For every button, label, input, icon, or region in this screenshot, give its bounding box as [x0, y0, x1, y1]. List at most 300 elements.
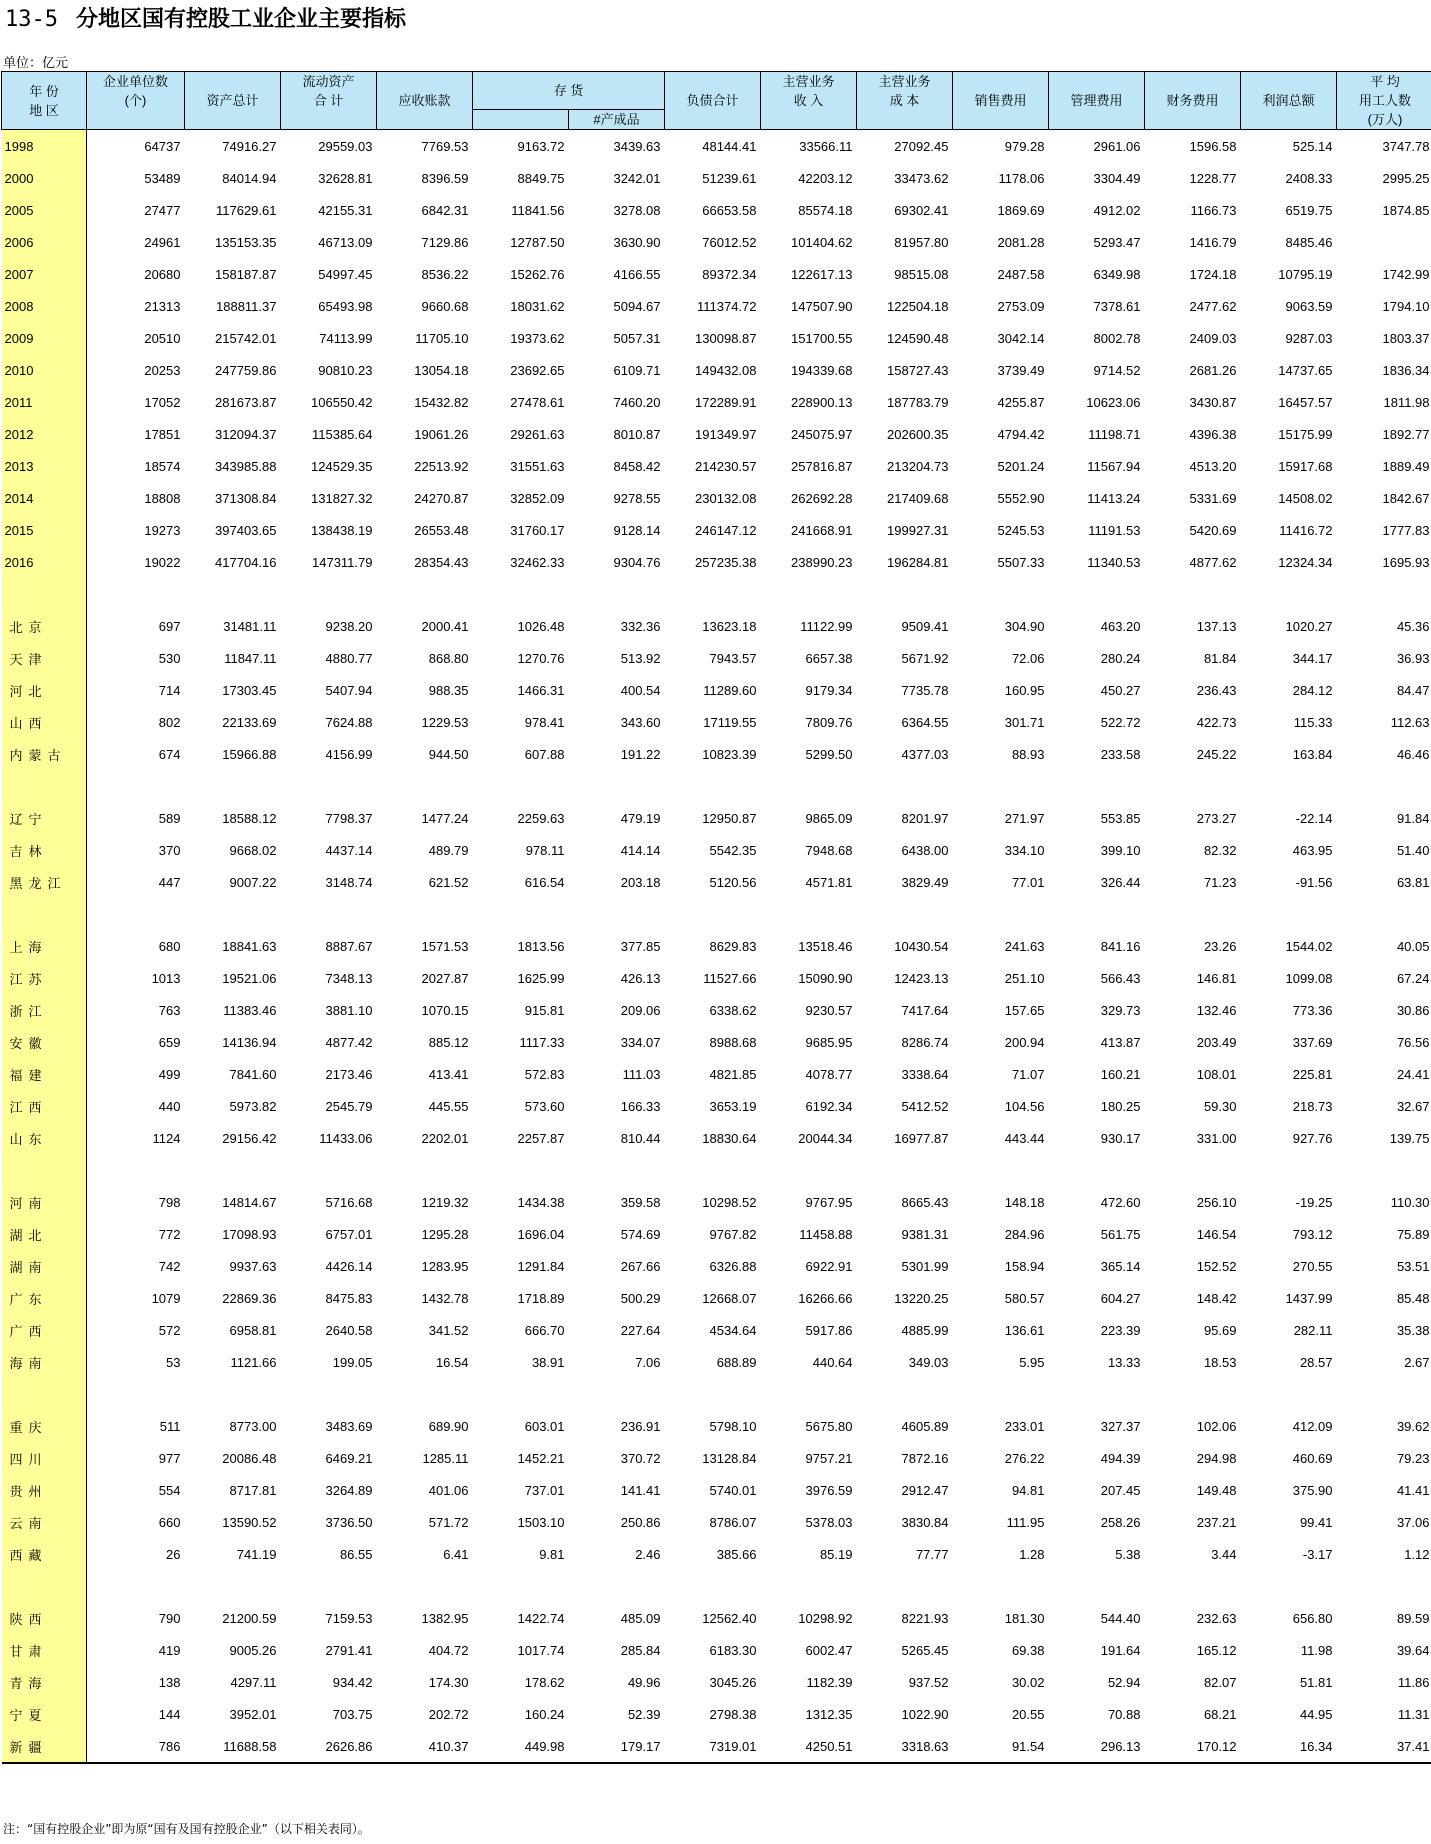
cell-receivables: 7769.53	[421, 138, 469, 154]
cell-enterprises: 680	[158, 938, 181, 954]
year-row	[2, 482, 1431, 514]
cell-current-assets: 7159.53	[325, 1610, 373, 1626]
cell-finished-goods: 7.06	[635, 1354, 661, 1370]
cell-inventory: 1270.76	[517, 650, 565, 666]
region-label: 湖北	[2, 1218, 87, 1250]
cell-selling-expenses: 5552.90	[997, 490, 1045, 506]
cell-inventory: 11841.56	[511, 202, 565, 218]
cell-finished-goods: 191.22	[620, 746, 661, 762]
region-label: 山东	[2, 1122, 87, 1154]
cell-admin-expenses: 930.17	[1100, 1130, 1141, 1146]
cell-total-profit: 99.41	[1299, 1514, 1333, 1530]
cell-enterprises: 802	[158, 714, 181, 730]
cell-finished-goods: 166.33	[620, 1098, 661, 1114]
cell-total-assets: 22133.69	[222, 714, 277, 730]
cell-admin-expenses: 191.64	[1100, 1642, 1141, 1658]
cell-finished-goods: 426.13	[620, 970, 661, 986]
region-label: 黑龙江	[2, 866, 87, 898]
cell-current-assets: 7348.13	[325, 970, 373, 986]
cell-current-assets: 4877.42	[325, 1034, 373, 1050]
cell-finance-expenses: 146.81	[1196, 970, 1237, 986]
cell-finished-goods: 209.06	[620, 1002, 661, 1018]
cell-total-assets: 158187.87	[215, 266, 277, 282]
cell-employees: 63.81	[1396, 874, 1430, 890]
spacer-cell	[87, 1154, 1431, 1186]
cell-total-profit: 525.14	[1292, 138, 1333, 154]
cell-total-assets: 371308.84	[215, 490, 277, 506]
cell-total-assets: 11383.46	[223, 1002, 277, 1018]
cell-selling-expenses: 2081.28	[997, 234, 1045, 250]
cell-liabilities: 7319.01	[665, 1730, 761, 1763]
cell-finance-expenses: 331.00	[1196, 1130, 1237, 1146]
cell-total-profit: 344.17	[1292, 650, 1333, 666]
cell-admin-expenses: 553.85	[1100, 810, 1141, 826]
header-employees-line3: (万人)	[1367, 112, 1403, 127]
spacer-row	[2, 578, 1431, 610]
cell-receivables: 885.12	[428, 1034, 469, 1050]
cell-liabilities: 66653.58	[702, 202, 757, 218]
header-year-label: 年 份	[29, 83, 59, 99]
cell-enterprises: 511	[159, 1418, 181, 1434]
cell-current-assets: 138438.19	[311, 522, 373, 538]
cell-total-profit: 793.12	[1292, 1226, 1333, 1242]
cell-total-profit: 15917.68	[1278, 458, 1333, 474]
cell-liabilities: 230132.08	[695, 490, 757, 506]
cell-revenue: 257816.87	[791, 458, 853, 474]
cell-finance-expenses: 132.46	[1196, 1002, 1237, 1018]
region-label: 天津	[2, 642, 87, 674]
cell-finance-expenses: 149.48	[1196, 1482, 1237, 1498]
cell-finished-goods: 6109.71	[613, 362, 661, 378]
cell-admin-expenses: 160.21	[1100, 1066, 1141, 1082]
cell-receivables: 404.72	[428, 1642, 469, 1658]
cell-receivables: 8536.22	[421, 266, 469, 282]
cell-admin-expenses: 4912.02	[1093, 202, 1141, 218]
cell-employees: 51.40	[1396, 842, 1430, 858]
region-row	[2, 1026, 1431, 1058]
region-row	[2, 834, 1431, 866]
cell-receivables: 988.35	[428, 682, 469, 698]
cell-total-assets: 5973.82	[229, 1098, 277, 1114]
cell-liabilities: 12668.07	[702, 1290, 757, 1306]
cell-selling-expenses: 3042.14	[997, 330, 1045, 346]
cell-finished-goods: 8010.87	[613, 426, 661, 442]
cell-total-profit: 11416.72	[1279, 522, 1333, 538]
cell-revenue: 228900.13	[791, 394, 853, 410]
cell-liabilities: 13623.18	[702, 618, 757, 634]
cell-enterprises: 53489	[144, 170, 181, 186]
cell-inventory: 19373.62	[510, 330, 565, 346]
cell-enterprises: 17052	[144, 394, 181, 410]
region-label: 新疆	[2, 1730, 87, 1763]
cell-finance-expenses: 2409.03	[1189, 330, 1237, 346]
spacer-row	[2, 1378, 1431, 1410]
cell-total-assets: 29156.42	[222, 1130, 277, 1146]
cell-current-assets: 2173.46	[325, 1066, 373, 1082]
cell-total-assets: 18841.63	[222, 938, 277, 954]
cell-employees: 85.48	[1396, 1290, 1430, 1306]
cell-admin-expenses: 5.38	[1115, 1546, 1141, 1562]
spacer-row	[2, 1154, 1431, 1186]
region-row	[2, 1090, 1431, 1122]
cell-inventory: 607.88	[524, 746, 565, 762]
cell-cost: 202600.35	[887, 426, 949, 442]
cell-total-profit: 12324.34	[1278, 554, 1333, 570]
cell-current-assets: 3483.69	[325, 1418, 373, 1434]
cell-finished-goods: 485.09	[620, 1610, 661, 1626]
cell-revenue: 7809.76	[805, 714, 853, 730]
cell-cost: 3318.63	[857, 1730, 953, 1763]
cell-finished-goods: 3278.08	[613, 202, 661, 218]
cell-receivables: 6842.31	[421, 202, 469, 218]
region-label: 广西	[2, 1314, 87, 1346]
region-row	[2, 1410, 1431, 1442]
cell-total-assets: 4297.11	[230, 1674, 277, 1690]
cell-current-assets: 7798.37	[325, 810, 373, 826]
cell-finished-goods: 479.19	[620, 810, 661, 826]
cell-cost: 12423.13	[894, 970, 949, 986]
cell-revenue: 33566.11	[799, 138, 853, 154]
cell-enterprises: 370	[158, 842, 181, 858]
cell-revenue: 262692.28	[791, 490, 853, 506]
cell-liabilities: 11527.66	[703, 970, 757, 986]
cell-current-assets: 6757.01	[325, 1226, 373, 1242]
cell-receivables: 341.52	[428, 1322, 469, 1338]
cell-liabilities: 688.89	[716, 1354, 757, 1370]
cell-cost: 124590.48	[887, 330, 949, 346]
cell-total-profit: 1020.27	[1285, 618, 1333, 634]
cell-cost: 217409.68	[887, 490, 949, 506]
header-cost-line1: 主营业务	[878, 74, 931, 89]
cell-cost: 27092.45	[894, 138, 949, 154]
cell-current-assets: 115385.64	[312, 426, 373, 442]
cell-revenue: 85574.18	[798, 202, 853, 218]
region-row	[2, 610, 1431, 642]
cell-cost: 7735.78	[901, 682, 949, 698]
cell-finished-goods: 285.84	[620, 1642, 661, 1658]
cell-current-assets: 5407.94	[325, 682, 373, 698]
cell-revenue: 9685.95	[805, 1034, 853, 1050]
cell-cost: 8201.97	[901, 810, 949, 826]
cell-cost: 196284.81	[887, 554, 949, 570]
cell-revenue: 9179.34	[805, 682, 853, 698]
cell-total-assets: 14136.94	[222, 1034, 277, 1050]
cell-admin-expenses: 280.24	[1100, 650, 1141, 666]
table-body	[2, 130, 1431, 1764]
cell-enterprises: 18808	[144, 490, 181, 506]
cell-inventory: 1291.84	[517, 1258, 565, 1274]
cell-revenue: 440.64	[812, 1354, 853, 1370]
cell-liabilities: 257235.38	[695, 554, 757, 570]
cell-finance-expenses: 18.53	[1203, 1354, 1237, 1370]
cell-revenue: 6657.38	[805, 650, 853, 666]
cell-inventory: 9.81	[539, 1546, 565, 1562]
header-admin-expenses: 管理费用	[1049, 72, 1145, 130]
cell-total-assets: 18588.12	[222, 810, 277, 826]
region-row	[2, 738, 1431, 770]
region-label: 山西	[2, 706, 87, 738]
spacer-label	[2, 1154, 87, 1186]
cell-finished-goods: 179.17	[569, 1730, 665, 1763]
cell-cost: 1022.90	[901, 1706, 949, 1722]
cell-total-profit: 656.80	[1292, 1610, 1333, 1626]
cell-finance-expenses: 148.42	[1196, 1290, 1237, 1306]
cell-total-assets: 11688.58	[185, 1730, 281, 1763]
region-row	[2, 930, 1431, 962]
cell-inventory: 572.83	[524, 1066, 565, 1082]
region-row	[2, 1346, 1431, 1378]
cell-inventory: 449.98	[473, 1730, 569, 1763]
cell-inventory: 1422.74	[517, 1610, 565, 1626]
cell-employees: 1803.37	[1382, 330, 1430, 346]
cell-selling-expenses: 77.01	[1011, 874, 1045, 890]
cell-total-profit: 218.73	[1292, 1098, 1333, 1114]
region-label: 海南	[2, 1346, 87, 1378]
cell-receivables: 11705.10	[415, 330, 469, 346]
cell-admin-expenses: 207.45	[1100, 1482, 1141, 1498]
cell-employees: 1794.10	[1382, 298, 1430, 314]
cell-inventory: 27478.61	[510, 394, 565, 410]
cell-finished-goods: 500.29	[620, 1290, 661, 1306]
cell-employees: 1811.98	[1383, 394, 1430, 410]
cell-admin-expenses: 70.88	[1107, 1706, 1141, 1722]
cell-cost: 122504.18	[887, 298, 949, 314]
cell-liabilities: 8988.68	[709, 1034, 757, 1050]
cell-total-profit: 9287.03	[1285, 330, 1333, 346]
cell-revenue: 4250.51	[761, 1730, 857, 1763]
spacer-label	[2, 1570, 87, 1602]
cell-total-profit: -19.25	[1295, 1194, 1333, 1210]
region-row	[2, 706, 1431, 738]
region-row	[2, 1250, 1431, 1282]
year-label: 2008	[2, 290, 87, 322]
cell-total-profit: 270.55	[1292, 1258, 1333, 1274]
cell-current-assets: 934.42	[332, 1674, 373, 1690]
cell-revenue: 101404.62	[791, 234, 853, 250]
region-label: 四川	[2, 1442, 87, 1474]
cell-admin-expenses: 329.73	[1100, 1002, 1141, 1018]
header-current-assets-line2: 合 计	[313, 93, 344, 108]
cell-selling-expenses: 2487.58	[997, 266, 1045, 282]
cell-inventory: 1625.99	[517, 970, 565, 986]
region-row	[2, 962, 1431, 994]
cell-liabilities: 130098.87	[695, 330, 757, 346]
cell-inventory: 737.01	[524, 1482, 565, 1498]
cell-total-profit: 15175.99	[1278, 426, 1333, 442]
cell-total-profit: 927.76	[1292, 1130, 1333, 1146]
cell-employees: 1836.34	[1382, 362, 1430, 378]
cell-inventory: 1017.74	[517, 1642, 565, 1658]
cell-total-assets: 19521.06	[222, 970, 277, 986]
cell-current-assets: 8887.67	[325, 938, 373, 954]
cell-finance-expenses: 68.21	[1203, 1706, 1237, 1722]
cell-total-assets: 343985.88	[215, 458, 277, 474]
cell-total-profit: -22.14	[1295, 810, 1333, 826]
cell-revenue: 6922.91	[805, 1258, 853, 1274]
header-employees	[1337, 72, 1431, 130]
cell-finance-expenses: 294.98	[1196, 1450, 1237, 1466]
cell-receivables: 2027.87	[421, 970, 469, 986]
region-label: 安徽	[2, 1026, 87, 1058]
cell-current-assets: 3881.10	[325, 1002, 373, 1018]
cell-finance-expenses: 95.69	[1203, 1322, 1237, 1338]
cell-revenue: 10298.92	[798, 1610, 853, 1626]
region-label: 上海	[2, 930, 87, 962]
cell-admin-expenses: 11198.71	[1088, 426, 1141, 442]
cell-enterprises: 17851	[144, 426, 181, 442]
cell-inventory: 32462.33	[510, 554, 565, 570]
cell-selling-expenses: 1869.69	[997, 202, 1045, 218]
cell-enterprises: 977	[158, 1450, 181, 1466]
cell-total-profit: 163.84	[1292, 746, 1333, 762]
cell-cost: 187783.79	[887, 394, 949, 410]
spacer-cell	[87, 578, 1431, 610]
cell-finance-expenses: 108.01	[1196, 1066, 1237, 1082]
cell-liabilities: 89372.34	[702, 266, 757, 282]
cell-revenue: 9230.57	[805, 1002, 853, 1018]
cell-cost: 2912.47	[901, 1482, 949, 1498]
cell-receivables: 8396.59	[421, 170, 469, 186]
region-label: 云南	[2, 1506, 87, 1538]
header-finance-expenses: 财务费用	[1145, 72, 1241, 130]
region-row	[2, 1186, 1431, 1218]
cell-total-profit: 14737.65	[1278, 362, 1333, 378]
cell-receivables: 1070.15	[421, 1002, 469, 1018]
cell-liabilities: 385.66	[716, 1546, 757, 1562]
cell-total-assets: 22869.36	[222, 1290, 277, 1306]
cell-revenue: 1312.35	[805, 1706, 853, 1722]
year-row	[2, 226, 1431, 258]
cell-total-profit: 1544.02	[1285, 938, 1333, 954]
year-row	[2, 450, 1431, 482]
cell-selling-expenses: 157.65	[1004, 1002, 1045, 1018]
cell-total-profit: 2408.33	[1285, 170, 1333, 186]
cell-revenue: 194339.68	[791, 362, 853, 378]
cell-admin-expenses: 841.16	[1100, 938, 1141, 954]
year-label: 2009	[2, 322, 87, 354]
cell-liabilities: 4821.85	[709, 1066, 757, 1082]
cell-employees: 37.41	[1337, 1730, 1431, 1763]
region-label: 西藏	[2, 1538, 87, 1570]
cell-revenue: 245075.97	[791, 426, 853, 442]
cell-finance-expenses: 256.10	[1196, 1194, 1237, 1210]
table-title: 分地区国有控股工业企业主要指标	[75, 7, 406, 32]
region-row	[2, 1474, 1431, 1506]
year-row	[2, 418, 1431, 450]
cell-current-assets: 46713.09	[318, 234, 373, 250]
cell-finished-goods: 267.66	[620, 1258, 661, 1274]
region-label: 吉林	[2, 834, 87, 866]
cell-total-assets: 312094.37	[215, 426, 277, 442]
cell-employees: 45.36	[1396, 618, 1430, 634]
year-label: 2005	[2, 194, 87, 226]
cell-admin-expenses: 7378.61	[1093, 298, 1141, 314]
cell-employees: 37.06	[1396, 1514, 1430, 1530]
cell-inventory: 2259.63	[517, 810, 565, 826]
cell-cost: 7417.64	[901, 1002, 949, 1018]
cell-employees: 89.59	[1396, 1610, 1430, 1626]
cell-revenue: 1182.39	[806, 1674, 853, 1690]
year-row	[2, 386, 1431, 418]
cell-enterprises: 772	[158, 1226, 181, 1242]
cell-admin-expenses: 327.37	[1100, 1418, 1141, 1434]
cell-cost: 8221.93	[901, 1610, 949, 1626]
cell-enterprises: 697	[158, 618, 181, 634]
year-label: 2011	[2, 386, 87, 418]
year-row	[2, 194, 1431, 226]
cell-finance-expenses: 245.22	[1196, 746, 1237, 762]
cell-admin-expenses: 494.39	[1100, 1450, 1141, 1466]
header-cost	[857, 72, 953, 130]
cell-finished-goods: 141.41	[620, 1482, 661, 1498]
cell-finished-goods: 52.39	[627, 1706, 661, 1722]
cell-liabilities: 172289.91	[695, 394, 757, 410]
cell-current-assets: 3264.89	[325, 1482, 373, 1498]
cell-selling-expenses: 160.95	[1004, 682, 1045, 698]
header-liabilities: 负债合计	[665, 72, 761, 130]
spacer-label	[2, 898, 87, 930]
cell-finance-expenses: 203.49	[1196, 1034, 1237, 1050]
cell-revenue: 42203.12	[798, 170, 853, 186]
region-label: 辽宁	[2, 802, 87, 834]
cell-finance-expenses: 236.43	[1196, 682, 1237, 698]
cell-revenue: 5378.03	[805, 1514, 853, 1530]
cell-total-assets: 8773.00	[229, 1418, 277, 1434]
cell-cost: 3829.49	[901, 874, 949, 890]
cell-liabilities: 18830.64	[702, 1130, 757, 1146]
cell-employees: 76.56	[1396, 1034, 1430, 1050]
cell-total-assets: 397403.65	[215, 522, 277, 538]
cell-selling-expenses: 301.71	[1004, 714, 1045, 730]
region-row	[2, 1538, 1431, 1570]
cell-inventory: 38.91	[531, 1354, 565, 1370]
cell-finished-goods: 334.07	[620, 1034, 661, 1050]
cell-enterprises: 499	[158, 1066, 181, 1082]
cell-total-assets: 15966.88	[222, 746, 277, 762]
cell-cost: 13220.25	[894, 1290, 949, 1306]
spacer-label	[2, 578, 87, 610]
cell-revenue: 85.19	[819, 1546, 853, 1562]
cell-admin-expenses: 11340.53	[1087, 554, 1141, 570]
cell-inventory: 29261.63	[510, 426, 565, 442]
cell-total-profit: 10795.19	[1278, 266, 1333, 282]
cell-admin-expenses: 561.75	[1100, 1226, 1141, 1242]
header-enterprises	[87, 72, 185, 130]
cell-total-assets: 741.19	[236, 1546, 277, 1562]
cell-employees: 40.05	[1396, 938, 1430, 954]
cell-receivables: 16.54	[435, 1354, 469, 1370]
cell-employees: 112.63	[1390, 714, 1430, 730]
cell-revenue: 16266.66	[798, 1290, 853, 1306]
cell-total-assets: 20086.48	[222, 1450, 277, 1466]
cell-liabilities: 8629.83	[709, 938, 757, 954]
cell-admin-expenses: 52.94	[1107, 1674, 1141, 1690]
cell-selling-expenses: 136.61	[1004, 1322, 1045, 1338]
cell-receivables: 1283.95	[421, 1258, 469, 1274]
cell-total-assets: 9007.22	[229, 874, 277, 890]
cell-admin-expenses: 233.58	[1100, 746, 1141, 762]
cell-liabilities: 5798.10	[709, 1418, 757, 1434]
cell-finance-expenses: 5420.69	[1189, 522, 1237, 538]
header-employees-line2: 用工人数	[1358, 93, 1411, 108]
cell-finance-expenses: 2681.26	[1189, 362, 1237, 378]
region-row	[2, 1122, 1431, 1154]
region-row	[2, 1314, 1431, 1346]
page-title	[5, 2, 406, 33]
cell-liabilities: 5120.56	[709, 874, 757, 890]
cell-liabilities: 214230.57	[695, 458, 757, 474]
region-row	[2, 1282, 1431, 1314]
